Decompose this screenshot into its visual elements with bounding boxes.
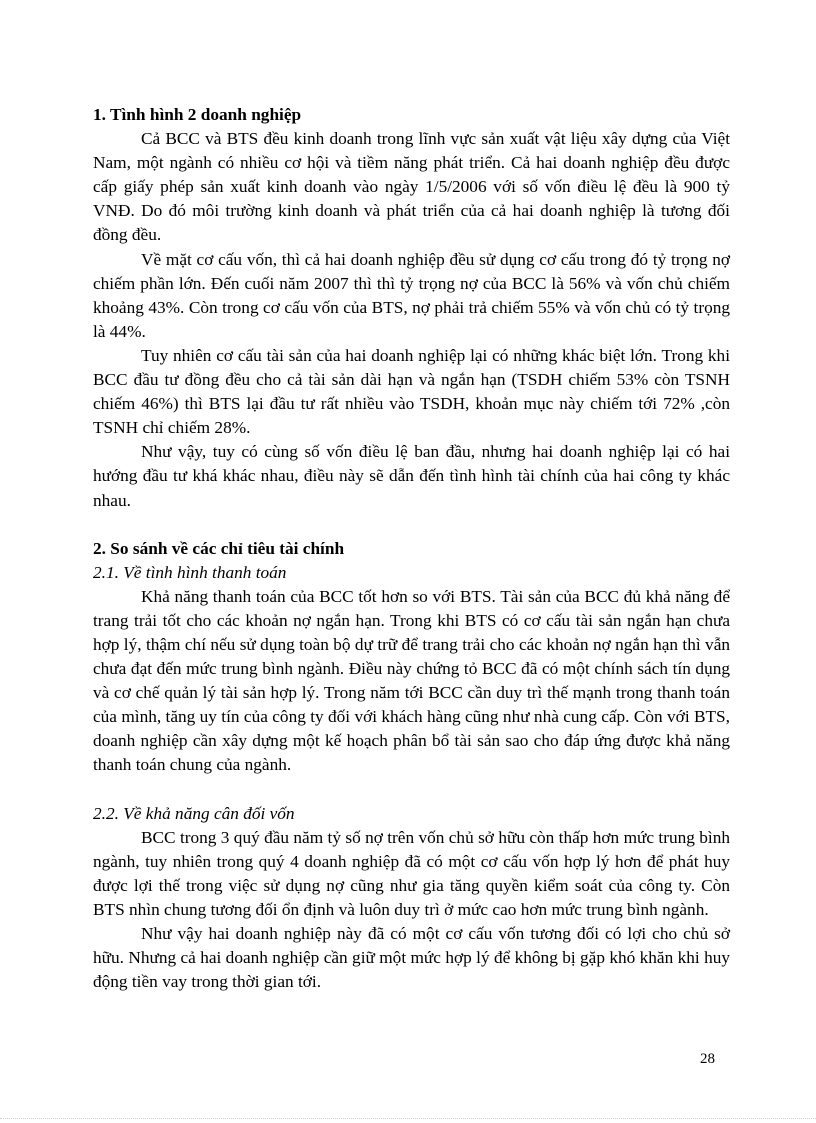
subsection-2-1-paragraph: Khả năng thanh toán của BCC tốt hơn so với BTS. Tài sản của BCC đủ khả năng để trang trải tốt cho các khoản nợ ngắn hạn. Trong khi BTS có cơ cấu tài sản ngắn hạn chưa hợp lý, thậm chí nếu sử dụng toàn bộ dự trữ để trang trải cho các khoản nợ ngắn hạn thì vẫn chưa đạt đến mức trung bình ngành. Điều này chứng tỏ BCC đã có một chính sách tín dụng và cơ chế quản lý tài sản hợp lý. Trong năm tới BCC cần duy trì thế mạnh trong thanh toán của mình, tăng uy tín của công ty đối với khách hàng cũng như nhà cung cấp. Còn với BTS, doanh nghiệp cần xây dựng một kế hoạch phân bổ tài sản sao cho đáp ứng được khả năng thanh toán chung của ngành. bbox=[93, 586, 730, 775]
section-2-heading: 2. So sánh về các chỉ tiêu tài chính bbox=[93, 538, 345, 558]
section-1-heading: 1. Tình hình 2 doanh nghiệp bbox=[93, 105, 302, 124]
subsection-2-2-paragraph: Như vậy hai doanh nghiệp này đã có một cơ cấu vốn tương đối có lợi cho chủ sở hữu. Nhưng cả hai doanh nghiệp cần giữ một mức hợp lý để không bị gặp khó khăn khi huy động tiền vay trong thời gian tới. bbox=[93, 924, 730, 992]
section-1-paragraph: Tuy nhiên cơ cấu tài sản của hai doanh nghiệp lại có những khác biệt lớn. Trong khi BCC đầu tư đồng đều cho cả tài sản dài hạn và ngắn hạn (TSDH chiếm 53% còn TSNH chiếm 46%) thì BTS lại đầu tư rất nhiều vào TSDH, khoản mục này chiếm tới 72% ,còn TSNH chỉ chiếm 28%. bbox=[93, 345, 730, 438]
subsection-2-2-paragraph: BCC trong 3 quý đầu năm tỷ số nợ trên vốn chủ sở hữu còn thấp hơn mức trung bình ngành, tuy nhiên trong quý 4 doanh nghiệp đã có một cơ cấu vốn hợp lý hơn để phát huy được lợi thế trong việc sử dụng nợ cũng như gia tăng quyền kiểm soát của công ty. Còn BTS nhìn chung tương đối ổn định và luôn duy trì ở mức cao hơn mức trung bình ngành. bbox=[93, 827, 730, 919]
section-1-paragraph: Về mặt cơ cấu vốn, thì cả hai doanh nghiệp đều sử dụng cơ cấu trong đó tỷ trọng nợ chiếm phần lớn. Đến cuối năm 2007 thì thì tỷ trọng nợ của BCC là 56% và vốn chủ chiếm khoảng 43%. Còn trong cơ cấu vốn của BTS, nợ phải trả chiếm 55% và vốn chủ có tỷ trọng là 44%. bbox=[93, 249, 730, 341]
subsection-2-1-heading: 2.1. Về tình hình thanh toán bbox=[93, 562, 287, 582]
section-1-paragraph: Cả BCC và BTS đều kinh doanh trong lĩnh vực sản xuất vật liệu xây dựng của Việt Nam, một ngành có nhiều cơ hội và tiềm năng phát triển. Cả hai doanh nghiệp đều được cấp giấy phép sản xuất kinh doanh vào ngày 1/5/2006 với số vốn điều lệ đều là 900 tỷ VNĐ. Do đó môi trường kinh doanh và phát triển của cả hai doanh nghiệp là tương đối đồng đều. bbox=[93, 129, 730, 245]
page-number: 28 bbox=[700, 1051, 715, 1067]
section-1-paragraph: Như vậy, tuy có cùng số vốn điều lệ ban đầu, nhưng hai doanh nghiệp lại có hai hướng đầu tư khá khác nhau, điều này sẽ dẫn đến tình hình tài chính của hai công ty khác nhau. bbox=[93, 442, 730, 510]
subsection-2-2-heading: 2.2. Về khả năng cân đối vốn bbox=[93, 803, 295, 823]
page-bottom-divider bbox=[0, 1118, 816, 1119]
document-page bbox=[93, 103, 730, 994]
